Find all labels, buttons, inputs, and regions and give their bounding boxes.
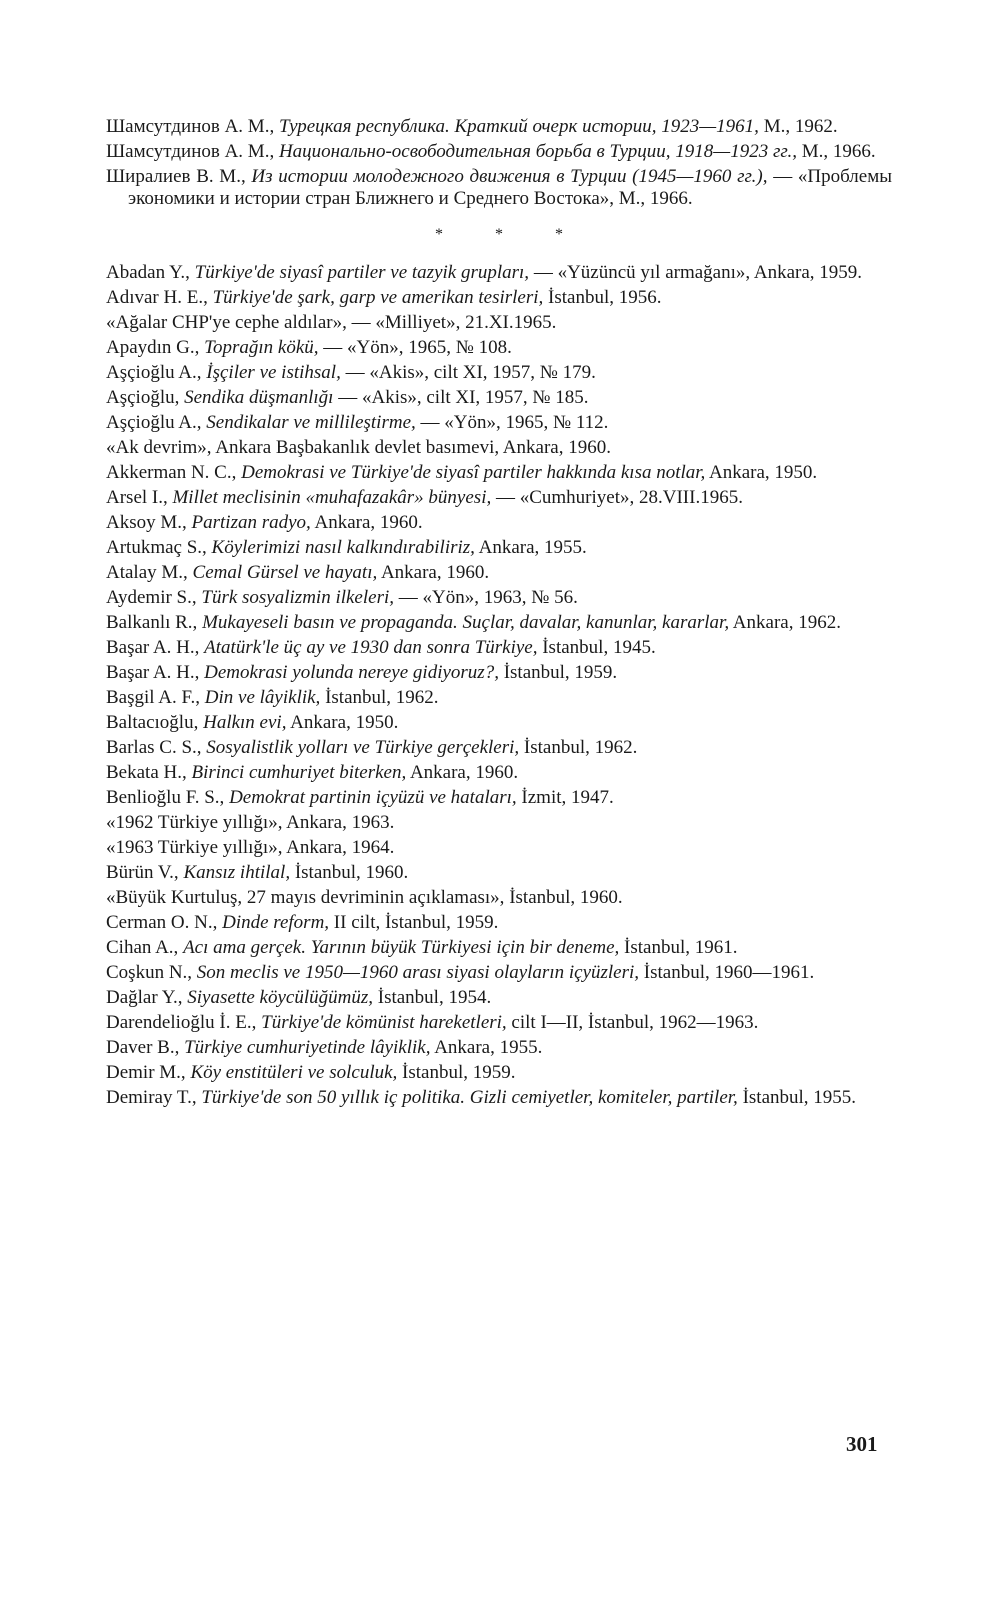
entry-author: «1963 Türkiye yıllığı», [106, 837, 283, 858]
entry-author: Dağlar Y., [106, 987, 183, 1008]
entry-author: Bürün V., [106, 862, 179, 883]
entry-author: Cihan A., [106, 937, 179, 958]
entry-author: «1962 Türkiye yıllığı», [106, 812, 283, 833]
entry-author: Abadan Y., [106, 262, 190, 283]
bibliography-entry [106, 612, 892, 634]
entry-publication: İstanbul, 1962. [523, 737, 638, 758]
entry-publication: Ankara, 1950. [709, 462, 818, 483]
entry-publication: İstanbul, 1954. [377, 987, 492, 1008]
entry-author: «Ak devrim», [106, 437, 212, 458]
bibliography-entry [106, 487, 892, 509]
bibliography-entry [106, 412, 892, 434]
bibliography-entry [106, 116, 892, 138]
entry-publication: Ankara, 1960. [314, 512, 423, 533]
entry-publication: — «Yüzüncü yıl armağanı», Ankara, 1959. [533, 262, 863, 283]
entry-author: Benlioğlu F. S., [106, 787, 225, 808]
entry-title: Birinci cumhuriyet biterken, [191, 762, 407, 783]
entry-author: Darendelioğlu İ. E., [106, 1012, 257, 1033]
entry-author: Coşkun N., [106, 962, 193, 983]
entry-author: Demiray T., [106, 1087, 197, 1108]
entry-title: Demokrasi yolunda nereye gidiyoruz?, [204, 662, 499, 683]
bibliography-entry [106, 837, 892, 859]
entry-publication: İstanbul, 1960. [294, 862, 409, 883]
entry-title: Halkın evi, [203, 712, 287, 733]
bibliography-entry [106, 912, 892, 934]
entry-author: Apaydın G., [106, 337, 200, 358]
bibliography-entry [106, 141, 892, 163]
bibliography-entry [106, 312, 892, 334]
entry-publication: — «Yön», 1963, № 56. [398, 587, 578, 608]
entry-author: Artukmaç S., [106, 537, 207, 558]
entry-title: Türk sosyalizmin ilkeleri, [201, 587, 395, 608]
entry-publication: Ankara, 1955. [434, 1037, 543, 1058]
bibliography-entry [106, 562, 892, 584]
bibliography-entry [106, 637, 892, 659]
entry-author: Barlas C. S., [106, 737, 202, 758]
entry-author: Aydemir S., [106, 587, 197, 608]
entry-author: Baltacıoğlu, [106, 712, 199, 733]
entry-title: Dinde reform, [222, 912, 330, 933]
bibliography [106, 116, 892, 1112]
bibliography-entry [106, 737, 892, 759]
entry-author: Ширалиев В. М., [106, 166, 246, 187]
entry-title: Türkiye cumhuriyetinde lâyiklik, [184, 1037, 431, 1058]
entry-author: Шамсутдинов А. М., [106, 141, 275, 162]
entry-publication: — «Milliyet», 21.XI.1965. [351, 312, 557, 333]
bibliography-entry [106, 362, 892, 384]
entry-publication: Ankara, 1964. [286, 837, 395, 858]
bibliography-entry [106, 812, 892, 834]
entry-publication: М., 1962. [763, 116, 838, 137]
entry-publication: М., 1966. [801, 141, 876, 162]
entry-publication: — «Akis», cilt XI, 1957, № 179. [345, 362, 596, 383]
entry-title: Cemal Gürsel ve hayatı, [192, 562, 378, 583]
entry-publication: Ankara Başbakanlık devlet basımevi, Ankara, 1960. [215, 437, 611, 458]
entry-author: Шамсутдинов А. М., [106, 116, 275, 137]
entry-title: Din ve lâyiklik, [204, 687, 321, 708]
bibliography-entry [106, 712, 892, 734]
bibliography-entry [106, 862, 892, 884]
entry-title: Sendikalar ve millileştirme, [206, 412, 416, 433]
entry-title: Köylerimizi nasıl kalkındırabiliriz, [211, 537, 475, 558]
entry-title: Kansız ihtilal, [183, 862, 291, 883]
bibliography-entry [106, 512, 892, 534]
entry-title: Турецкая республика. Краткий очерк истории, 1923—1961, [278, 116, 759, 137]
bibliography-entry [106, 787, 892, 809]
entry-author: Bekata H., [106, 762, 187, 783]
entry-publication: İstanbul, 1961. [624, 937, 738, 958]
bibliography-entry [106, 962, 892, 984]
entry-publication: İstanbul, 1956. [548, 287, 662, 308]
entry-title: Siyasette köycülüğümüz, [187, 987, 373, 1008]
entry-publication: Ankara, 1955. [478, 537, 587, 558]
entry-title: Köy enstitüleri ve solculuk, [190, 1062, 398, 1083]
bibliography-entry [106, 262, 892, 284]
entry-author: Adıvar H. E., [106, 287, 208, 308]
entry-publication: İstanbul, 1945. [542, 637, 656, 658]
entry-publication: İstanbul, 1960. [509, 887, 623, 908]
entry-author: Aşçioğlu A., [106, 362, 202, 383]
entry-publication: — «Cumhuriyet», 28.VIII.1965. [495, 487, 743, 508]
entry-title: Demokrasi ve Türkiye'de siyasî partiler hakkında kısa notlar, [241, 462, 706, 483]
entry-title: Acı ama gerçek. Yarının büyük Türkiyesi için bir deneme, [183, 937, 620, 958]
entry-title: Mukayeseli basın ve propaganda. Suçlar, davalar, kanunlar, kararlar, [202, 612, 730, 633]
entry-title: Son meclis ve 1950—1960 arası siyasi olayların içyüzleri, [196, 962, 640, 983]
entry-author: Başgil A. F., [106, 687, 201, 708]
entry-title: Millet meclisinin «muhafazakâr» bünyesi, [172, 487, 492, 508]
entry-publication: İstanbul, 1959. [503, 662, 618, 683]
russian-entries [106, 116, 892, 210]
entry-title: Türkiye'de kömünist hareketleri, [261, 1012, 507, 1033]
bibliography-entry [106, 462, 892, 484]
entry-publication: — «Проблемы экономики и истории стран Ближнего и Среднего Востока», М., 1966. [128, 166, 893, 209]
entry-publication: II cilt, İstanbul, 1959. [333, 912, 499, 933]
section-separator: * * * [435, 226, 587, 243]
bibliography-entry [106, 987, 892, 1009]
entry-publication: — «Yön», 1965, № 112. [420, 412, 609, 433]
entry-author: Başar A. H., [106, 637, 200, 658]
entry-author: Daver B., [106, 1037, 180, 1058]
entry-title: Atatürk'le üç ay ve 1930 dan sonra Türkiye, [204, 637, 538, 658]
entry-title: Toprağın kökü, [204, 337, 319, 358]
bibliography-entry [106, 437, 892, 459]
entry-title: İşçiler ve istihsal, [206, 362, 341, 383]
bibliography-entry [106, 587, 892, 609]
bibliography-entry [106, 662, 892, 684]
bibliography-entry [106, 937, 892, 959]
entry-title: Türkiye'de son 50 yıllık iç politika. Gizli cemiyetler, komiteler, partiler, [201, 1087, 738, 1108]
entry-publication: Ankara, 1960. [380, 562, 490, 583]
entry-author: Demir M., [106, 1062, 186, 1083]
entry-author: Başar A. H., [106, 662, 200, 683]
entry-publication: İstanbul, 1962. [325, 687, 439, 708]
entry-publication: İstanbul, 1955. [742, 1087, 857, 1108]
entry-title: Sosyalistlik yolları ve Türkiye gerçekleri, [206, 737, 520, 758]
bibliography-entry [106, 887, 892, 909]
entry-author: Akkerman N. C., [106, 462, 237, 483]
entry-author: Aksoy M., [106, 512, 187, 533]
bibliography-entry [106, 1062, 892, 1084]
entry-publication: — «Akis», cilt XI, 1957, № 185. [338, 387, 589, 408]
entry-author: Balkanlı R., [106, 612, 198, 633]
bibliography-entry [106, 166, 892, 210]
bibliography-entry [106, 1012, 892, 1034]
entry-author: Arsel I., [106, 487, 168, 508]
turkish-entries [106, 262, 892, 1109]
entry-publication: Ankara, 1950. [290, 712, 399, 733]
bibliography-entry [106, 337, 892, 359]
bibliography-entry [106, 387, 892, 409]
bibliography-entry [106, 687, 892, 709]
bibliography-entry [106, 287, 892, 309]
entry-title: Demokrat partinin içyüzü ve hataları, [229, 787, 517, 808]
entry-title: Türkiye'de şark, garp ve amerikan tesirleri, [212, 287, 544, 308]
entry-author: Aşçioğlu A., [106, 412, 202, 433]
entry-author: Aşçioğlu, [106, 387, 180, 408]
entry-publication: cilt I—II, İstanbul, 1962—1963. [511, 1012, 759, 1033]
entry-publication: — «Yön», 1965, № 108. [323, 337, 512, 358]
entry-author: «Büyük Kurtuluş, 27 mayıs devriminin açıklaması», [106, 887, 505, 908]
bibliography-entry [106, 1037, 892, 1059]
entry-publication: İstanbul, 1960—1961. [643, 962, 815, 983]
entry-title: Partizan radyo, [191, 512, 311, 533]
entry-publication: Ankara, 1960. [409, 762, 519, 783]
entry-title: Национально-освободительная борьба в Турции, 1918—1923 гг., [278, 141, 798, 162]
entry-publication: İzmit, 1947. [521, 787, 614, 808]
bibliography-entry [106, 1087, 892, 1109]
entry-author: «Ağalar CHP'ye cephe aldılar», [106, 312, 347, 333]
entry-publication: Ankara, 1962. [732, 612, 841, 633]
entry-title: Из истории молодежного движения в Турции (1945—1960 гг.), [251, 166, 768, 187]
entry-publication: İstanbul, 1959. [402, 1062, 516, 1083]
entry-title: Sendika düşmanlığı [184, 387, 334, 408]
bibliography-entry [106, 762, 892, 784]
entry-title: Türkiye'de siyasî partiler ve tazyik grupları, [194, 262, 530, 283]
entry-author: Cerman O. N., [106, 912, 218, 933]
bibliography-entry [106, 537, 892, 559]
entry-author: Atalay M., [106, 562, 188, 583]
entry-publication: Ankara, 1963. [286, 812, 395, 833]
page-number: 301 [846, 1432, 878, 1456]
